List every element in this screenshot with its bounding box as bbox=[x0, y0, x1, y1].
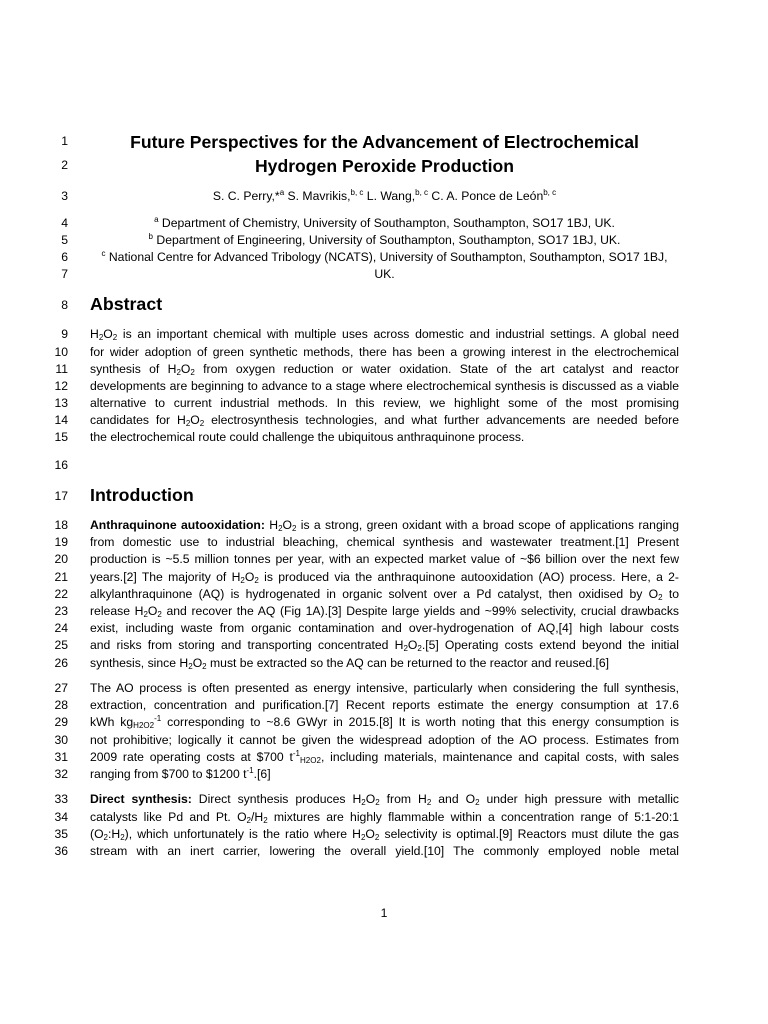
line-number: 9 bbox=[61, 327, 68, 341]
line-number: 5 bbox=[61, 233, 68, 247]
line-number: 18 bbox=[54, 518, 68, 532]
line-number: 3 bbox=[61, 189, 68, 203]
line-number: 36 bbox=[54, 844, 68, 858]
abstract-line: developments are beginning to advance to a stage where electrochemical synthesis is discussed as a viable bbox=[90, 379, 679, 393]
paper-title-line-1: Future Perspectives for the Advancement of Electrochemical bbox=[130, 132, 639, 152]
page-number: 1 bbox=[380, 906, 388, 920]
body-line: kWh $kg_{H2O2}^{-1}$ corresponding to ~8.6 GWyr in 2015.[8] It is worth noting that this energy consumption is bbox=[90, 714, 680, 730]
abstract-line: $H_2O_2$ is an important chemical with multiple uses across domestic and industrial settings. A global need bbox=[90, 327, 679, 342]
line-number: 19 bbox=[54, 535, 68, 549]
line-number: 11 bbox=[55, 362, 68, 376]
line-number: 26 bbox=[54, 656, 68, 670]
affiliation-a bbox=[90, 215, 679, 232]
author-name: L. Wang, bbox=[363, 189, 416, 203]
line-number: 7 bbox=[61, 267, 68, 281]
line-number: 30 bbox=[54, 733, 68, 747]
line-number: 16 bbox=[54, 458, 68, 472]
line-number: 33 bbox=[54, 792, 68, 806]
body-line: stream with an inert carrier, lowering the overall yield.[10] The commonly employed noble metal bbox=[90, 844, 679, 858]
line-number: 22 bbox=[54, 587, 68, 601]
body-line: 2009 rate operating costs at $700 $t^{-1}_{H2O2}$, including materials, maintenance and capital costs, with sales bbox=[90, 749, 680, 765]
line-number: 2 bbox=[61, 158, 68, 172]
affiliation-text: Department of Chemistry, University of Southampton, Southampton, SO17 1BJ, UK. bbox=[158, 216, 615, 230]
affiliation-mark: b bbox=[148, 232, 153, 241]
affiliation-c bbox=[90, 249, 679, 266]
line-number: 27 bbox=[54, 681, 68, 695]
line-number: 25 bbox=[54, 638, 68, 652]
author-affiliation-mark: b, c bbox=[543, 188, 557, 197]
line-number: 1 bbox=[61, 134, 68, 148]
body-line: $(O_2:H_2)$, which unfortunately is the ratio where $H_2O_2$ selectivity is optimal.[9] Reactors must dilute the gas bbox=[90, 827, 679, 842]
line-number: 28 bbox=[54, 698, 68, 712]
author-affiliation-mark: b, c bbox=[415, 188, 429, 197]
line-number: 14 bbox=[54, 413, 68, 427]
body-line: and risks from storing and transporting concentrated $H_2O_2.[5]$ Operating costs extend beyond the initial bbox=[90, 638, 679, 653]
body-line: not prohibitive; logically it cannot be given the widespread adoption of the AO process. Estimates from bbox=[90, 733, 679, 747]
line-number: 31 bbox=[54, 750, 68, 764]
line-number: 21 bbox=[54, 570, 68, 584]
abstract-line: for wider adoption of green synthetic methods, there has been a growing interest in the electrochemical bbox=[90, 345, 679, 359]
body-line: production is ~5.5 million tonnes per year, with an expected market value of ~$6 billion over the next few bbox=[90, 552, 679, 566]
body-line: catalysts like Pd and Pt. $O_2/H_2$ mixtures are highly flammable within a concentration range of 5:1-20:1 bbox=[90, 810, 679, 825]
body-line: ranging from $700 to $1200 $t^{-1}.[6]$ bbox=[90, 766, 271, 781]
author-name: C. A. Ponce de León bbox=[428, 189, 544, 203]
body-line: synthesis, since $H_2O_2$ must be extracted so the AQ can be returned to the reactor and reused.[6] bbox=[90, 656, 610, 671]
line-number: 29 bbox=[54, 715, 68, 729]
affiliation-mark: c bbox=[101, 249, 106, 258]
section-heading-introduction: Introduction bbox=[90, 485, 194, 505]
body-line: alkylanthraquinone (AQ) is hydrogenated in organic solvent over a Pd catalyst, then oxidised by $O_2$ to bbox=[90, 587, 679, 602]
body-line: release $H_2O_2$ and recover the AQ (Fig 1A).[3] Despite large yields and ~99% selectivity, crucial drawbacks bbox=[90, 604, 680, 619]
abstract-line: alternative to current industrial methods. In this review, we highlight some of the most promising bbox=[90, 396, 679, 410]
paper-title-line-2: Hydrogen Peroxide Production bbox=[254, 156, 515, 176]
abstract-line: the electrochemical route could challenge the ubiquitous anthraquinone process. bbox=[90, 430, 525, 444]
line-number: 34 bbox=[54, 810, 68, 824]
line-number: 13 bbox=[54, 396, 68, 410]
abstract-line: candidates for $H_2O_2$ electrosynthesis technologies, and what further advancements are needed before bbox=[90, 413, 679, 428]
line-number: 24 bbox=[54, 621, 68, 635]
line-number: 35 bbox=[54, 827, 68, 841]
affiliation-text: Department of Engineering, University of Southampton, Southampton, SO17 1BJ, UK. bbox=[153, 233, 621, 247]
line-number: 32 bbox=[54, 767, 68, 781]
line-number: 6 bbox=[61, 250, 68, 264]
body-line: exist, including waste from organic contamination and over-hydrogenation of AQ,[4] high labour costs bbox=[90, 621, 679, 635]
line-number: 8 bbox=[61, 298, 68, 312]
line-number: 4 bbox=[61, 216, 68, 230]
author-affiliation-mark: b, c bbox=[350, 188, 364, 197]
line-number: 20 bbox=[54, 552, 68, 566]
author-affiliation-mark: a bbox=[279, 188, 285, 197]
body-line: Anthraquinone autooxidation: $H_2O_2$ is a strong, green oxidant with a broad scope of applications ranging bbox=[90, 518, 679, 533]
line-number: 12 bbox=[54, 379, 68, 393]
author-list bbox=[90, 188, 679, 205]
affiliation-text: National Centre for Advanced Tribology (NCATS), University of Southampton, Southampton, SO17 1BJ, bbox=[105, 250, 668, 264]
line-number: 23 bbox=[54, 604, 68, 618]
body-line: years.[2] The majority of $H_2O_2$ is produced via the anthraquinone autooxidation (AO) process. Here, a 2- bbox=[90, 570, 679, 585]
affiliation-mark: a bbox=[154, 215, 159, 224]
line-number: 15 bbox=[54, 430, 68, 444]
body-line: The AO process is often presented as energy intensive, particularly when considering the full synthesis, bbox=[90, 681, 679, 695]
line-number: 10 bbox=[54, 345, 68, 359]
section-heading-abstract: Abstract bbox=[90, 294, 163, 314]
affiliation-b bbox=[90, 232, 679, 249]
line-number: 17 bbox=[54, 489, 68, 503]
body-line: from domestic use to industrial bleaching, chemical synthesis and wastewater treatment.[1] Present bbox=[90, 535, 679, 549]
abstract-line: synthesis of $H_2O_2$ from oxygen reduction or water oxidation. State of the art catalyst and reactor bbox=[90, 362, 679, 377]
affiliation-c-continued: UK. bbox=[374, 267, 395, 281]
author-name: S. C. Perry,* bbox=[212, 189, 280, 203]
author-name: S. Mavrikis, bbox=[284, 189, 351, 203]
body-line: extraction, concentration and purification.[7] Recent reports estimate the energy consumption at 17.6 bbox=[90, 698, 679, 712]
body-line: Direct synthesis: Direct synthesis produces $H_2O_2$ from $H_2$ and $O_2$ under high pressure with metallic bbox=[90, 792, 680, 807]
